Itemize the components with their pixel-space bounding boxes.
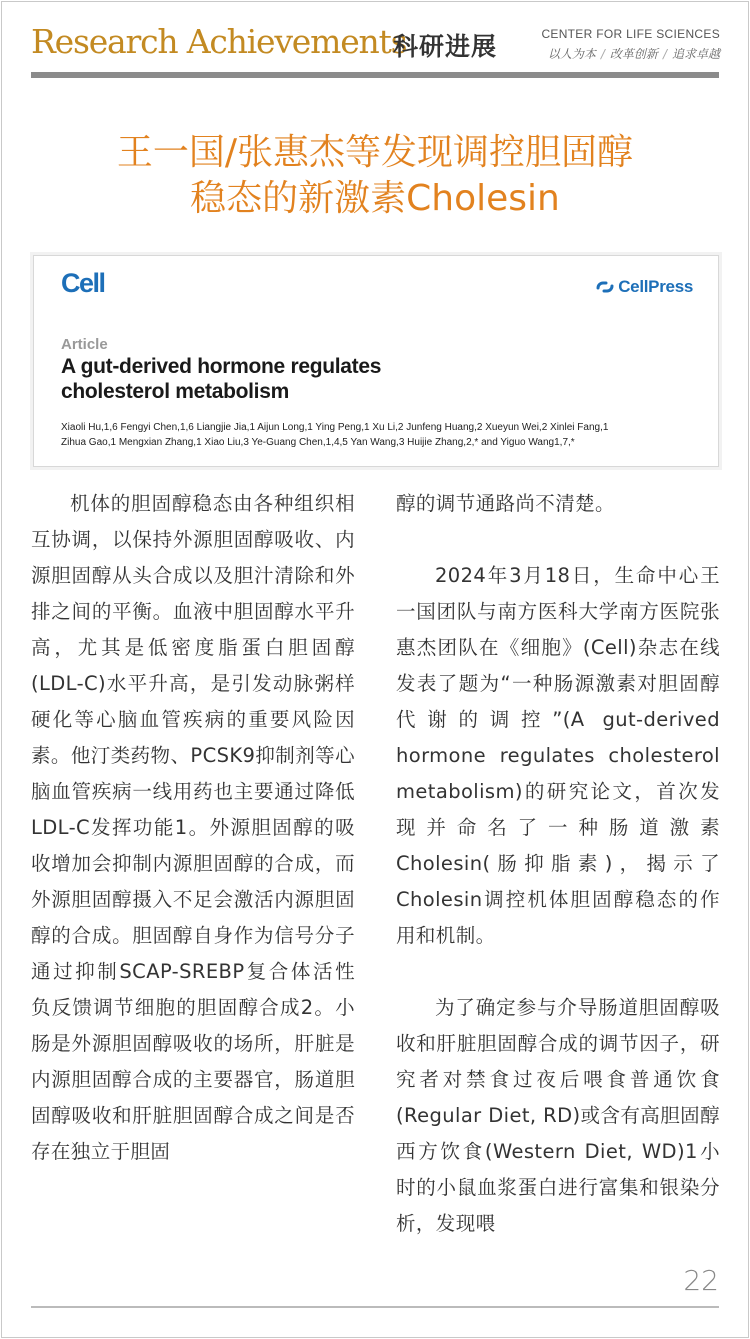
body-paragraph: 机体的胆固醇稳态由各种组织相互协调，以保持外源胆固醇吸收、内源胆固醇从头合成以及胆汁清除和外排之间的平衡。血液中胆固醇水平升高，尤其是低密度脂蛋白胆固醇(LDL-C)水平升高，是引发动脉粥样硬化等心脑血管疾病的重要风险因素。他汀类药物、PCSK9抑制剂等心脑血管疾病一线用药也主要通过降低LDL-C发挥功能1。外源胆固醇的吸收增加会抑制内源胆固醇的合成，而外源胆固醇摄入不足会激活内源胆固醇的合成。胆固醇自身作为信号分子通过抑制SCAP-SREBP复合体活性负反馈调节细胞的胆固醇合成2。小肠是外源胆固醇吸收的场所，肝脏是内源胆固醇合成的主要器官，肠道胆固醇吸收和肝脏胆固醇合成之间是否存在独立于胆固 [31,492,355,1163]
article-title-line: 王一国/张惠杰等发现调控胆固醇 [116,132,634,173]
body-paragraph: 2024年3月18日，生命中心王一国团队与南方医科大学南方医院张惠杰团队在《细胞》(Cell)杂志在线发表了题为“一种肠源激素对胆固醇代谢的调控”(A gut-derived hormone regulates cholesterol metabolism)的研究论文，首次发现并命名了一种肠道激素Cholesin(肠抑脂素)，揭示了Cholesin调控机体胆固醇稳态的作用和机制。 [396,564,720,947]
header-center-name: CENTER FOR LIFE SCIENCES [541,27,720,41]
header-title-cn: 科研进展 [393,32,498,61]
slogan-item: 改革创新 [609,47,658,61]
body-column-right [396,486,720,1242]
paper-title-line: cholesterol metabolism [61,380,289,403]
body-column-left [31,486,355,1170]
cell-journal-logo: Cell [61,268,105,298]
header-title-en: Research Achievements [31,22,407,61]
header-slogan: 以人为本 / 改革创新 / 追求卓越 [547,47,720,61]
body-paragraph-continued: 醇的调节通路尚不清楚。 [396,492,615,515]
paper-authors [61,420,711,450]
paper-header-image [33,255,719,467]
paper-title [61,354,381,404]
slogan-item: 以人为本 [547,47,596,61]
authors-line: Zihua Gao,1 Mengxian Zhang,1 Xiao Liu,3 Ye-Guang Chen,1,4,5 Yan Wang,3 Huijie Zhang,2,* and Yiguo Wang1,7,* [61,437,575,448]
article-title-line: 稳态的新激素Cholesin [190,178,560,219]
cellpress-logo [595,277,693,297]
slogan-item: 追求卓越 [671,47,720,61]
header-divider [31,72,719,78]
cellpress-text: CellPress [618,277,693,296]
footer-divider [31,1306,719,1308]
cellpress-icon [595,277,615,297]
article-title [0,130,750,222]
body-paragraph: 为了确定参与介导肠道胆固醇吸收和肝脏胆固醇合成的调节因子，研究者对禁食过夜后喂食普通饮食(Regular Diet, RD)或含有高胆固醇西方饮食(Western Diet, WD)1小时的小鼠血浆蛋白进行富集和银染分析，发现喂 [396,996,720,1235]
article-type-label: Article [61,336,108,353]
paper-title-line: A gut-derived hormone regulates [61,355,382,378]
page-number: 22 [683,1264,719,1297]
authors-line: Xiaoli Hu,1,6 Fengyi Chen,1,6 Liangjie Jia,1 Aijun Long,1 Ying Peng,1 Xu Li,2 Junfeng Huang,2 Xueyun Wei,2 Xinlei Fang,1 [61,422,609,433]
